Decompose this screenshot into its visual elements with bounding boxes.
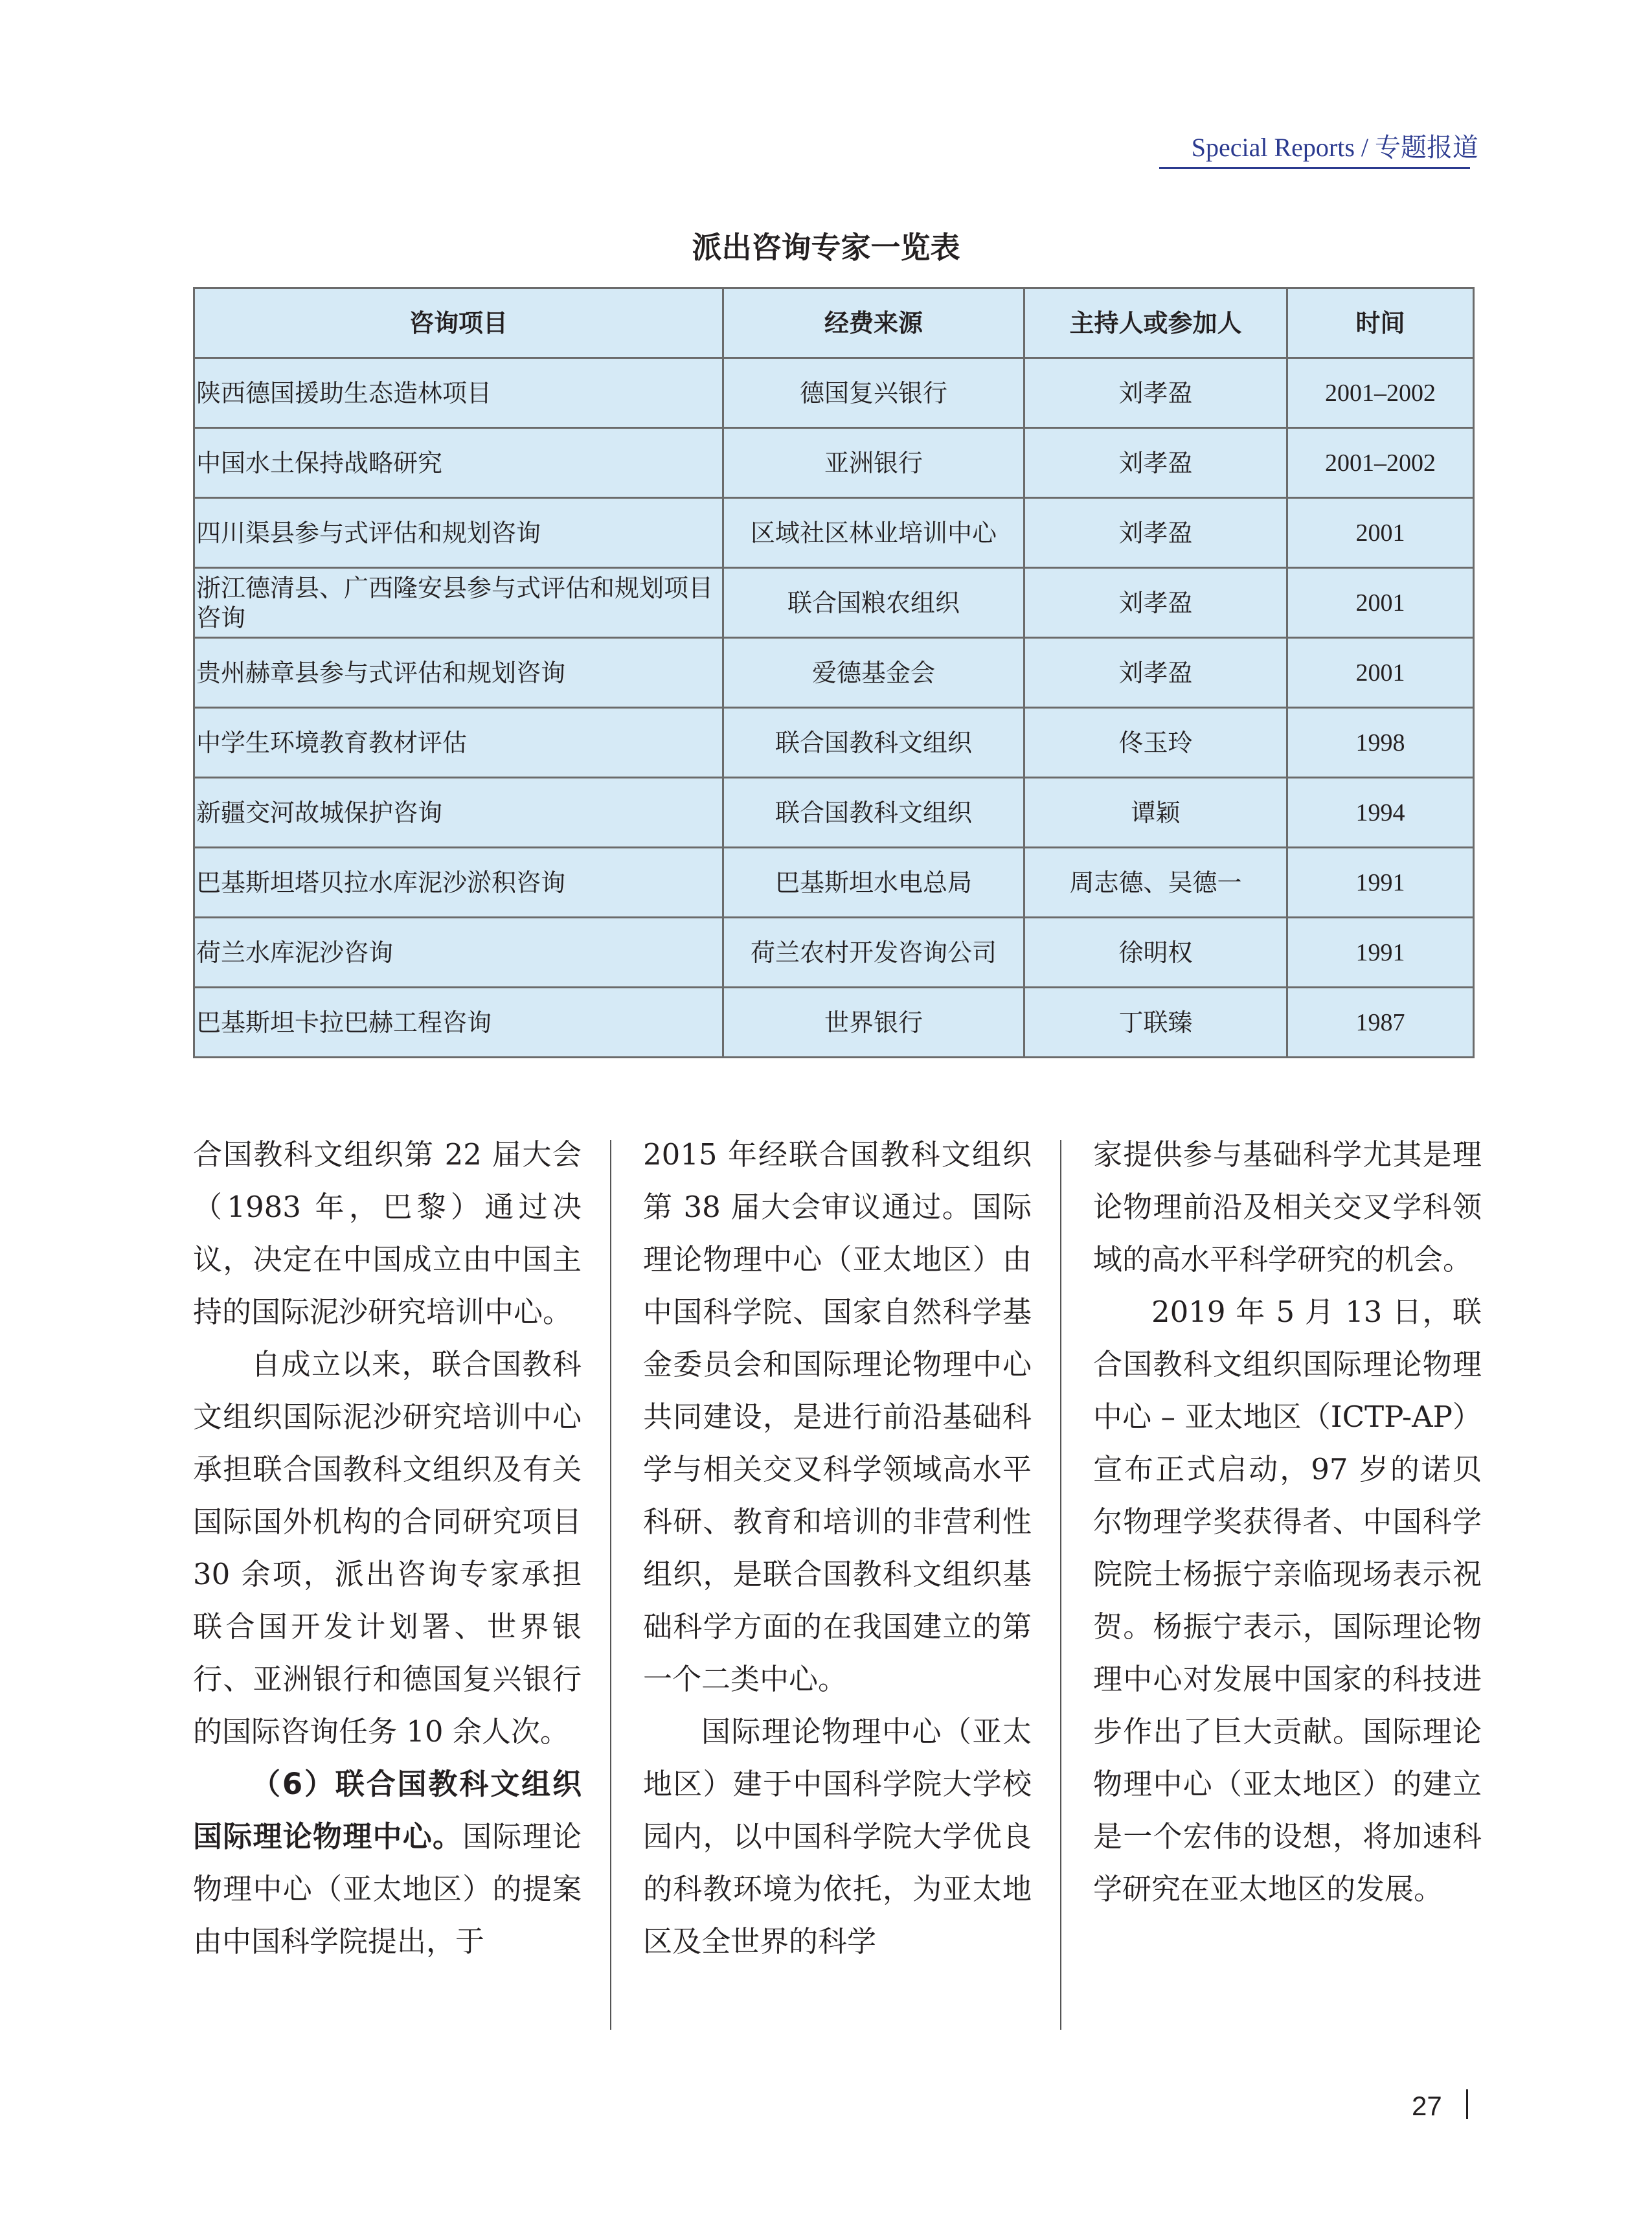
page-number: 27 bbox=[1412, 2091, 1442, 2121]
cell-project: 陕西德国援助生态造林项目 bbox=[194, 358, 723, 428]
cell-person: 刘孝盈 bbox=[1024, 498, 1287, 568]
page-number-bar bbox=[1466, 2089, 1468, 2119]
table-row bbox=[194, 568, 1474, 638]
column-header-person: 主持人或参加人 bbox=[1024, 288, 1287, 358]
cell-funding: 巴基斯坦水电总局 bbox=[723, 848, 1024, 918]
cell-time: 1994 bbox=[1287, 778, 1474, 848]
cell-funding: 亚洲银行 bbox=[723, 428, 1024, 498]
running-head-rule bbox=[1159, 167, 1470, 169]
paragraph bbox=[193, 1758, 582, 1968]
cell-funding: 德国复兴银行 bbox=[723, 358, 1024, 428]
column-divider bbox=[1060, 1140, 1061, 2030]
cell-project: 巴基斯坦卡拉巴赫工程咨询 bbox=[194, 988, 723, 1058]
cell-time: 1987 bbox=[1287, 988, 1474, 1058]
cell-person: 刘孝盈 bbox=[1024, 568, 1287, 638]
cell-funding: 爱德基金会 bbox=[723, 638, 1024, 708]
column-header-project: 咨询项目 bbox=[194, 288, 723, 358]
cell-project: 中学生环境教育教材评估 bbox=[194, 708, 723, 778]
section-heading: （6）联合国教科文组织国际理论物理中心。 bbox=[193, 1767, 582, 1854]
paragraph: 2019 年 5 月 13 日，联合国教科文组织国际理论物理中心 – 亚太地区（ICTP-AP）宣布正式启动，97 岁的诺贝尔物理学奖获得者、中国科学院院士杨振宁亲临现场表示祝贺。杨振宁表示，国际理论物理中心对发展中国家的科技进步作出了巨大贡献。国际理论物理中心（亚太地区）的建立是一个宏伟的设想，将加速科学研究在亚太地区的发展。 bbox=[1093, 1295, 1482, 1906]
cell-time: 1998 bbox=[1287, 708, 1474, 778]
cell-project: 贵州赫章县参与式评估和规划咨询 bbox=[194, 638, 723, 708]
running-head: Special Reports / 专题报道 bbox=[1191, 133, 1478, 162]
paragraph: 国际理论物理中心（亚太地区）建于中国科学院大学校园内，以中国科学院大学优良的科教环境为依托，为亚太地区及全世界的科学 bbox=[643, 1714, 1032, 1959]
cell-time: 2001–2002 bbox=[1287, 428, 1474, 498]
table-row bbox=[194, 918, 1474, 988]
table-row bbox=[194, 498, 1474, 568]
table-row bbox=[194, 358, 1474, 428]
cell-time: 1991 bbox=[1287, 918, 1474, 988]
cell-funding: 联合国教科文组织 bbox=[723, 708, 1024, 778]
cell-person: 刘孝盈 bbox=[1024, 358, 1287, 428]
cell-funding: 世界银行 bbox=[723, 988, 1024, 1058]
expert-table bbox=[193, 287, 1475, 1058]
paragraph: 家提供参与基础科学尤其是理论物理前沿及相关交叉学科领域的高水平科学研究的机会。 bbox=[1093, 1137, 1482, 1277]
table-title: 派出咨询专家一览表 bbox=[692, 230, 960, 265]
cell-project: 中国水土保持战略研究 bbox=[194, 428, 723, 498]
paragraph-body: 国际理论物理中心（亚太地区）的提案由中国科学院提出，于 bbox=[193, 1819, 582, 1959]
article-column-2 bbox=[643, 1128, 1032, 1968]
paragraph: 2015 年经联合国教科文组织第 38 届大会审议通过。国际理论物理中心（亚太地区）由中国科学院、国家自然科学基金委员会和国际理论物理中心共同建设，是进行前沿基础科学与相关交叉科学领域高水平科研、教育和培训的非营利性组织，是联合国教科文组织基础科学方面的在我国建立的第一个二类中心。 bbox=[643, 1137, 1032, 1696]
table-row bbox=[194, 708, 1474, 778]
cell-time: 2001 bbox=[1287, 638, 1474, 708]
cell-time: 1991 bbox=[1287, 848, 1474, 918]
cell-person: 丁联臻 bbox=[1024, 988, 1287, 1058]
cell-funding: 联合国教科文组织 bbox=[723, 778, 1024, 848]
table-row bbox=[194, 848, 1474, 918]
cell-person: 徐明权 bbox=[1024, 918, 1287, 988]
table-row bbox=[194, 638, 1474, 708]
cell-person: 刘孝盈 bbox=[1024, 428, 1287, 498]
cell-funding: 区域社区林业培训中心 bbox=[723, 498, 1024, 568]
cell-funding: 荷兰农村开发咨询公司 bbox=[723, 918, 1024, 988]
cell-project: 浙江德清县、广西隆安县参与式评估和规划项目咨询 bbox=[194, 568, 723, 638]
cell-person: 佟玉玲 bbox=[1024, 708, 1287, 778]
table-row bbox=[194, 778, 1474, 848]
table-row bbox=[194, 988, 1474, 1058]
cell-project: 荷兰水库泥沙咨询 bbox=[194, 918, 723, 988]
column-header-funding: 经费来源 bbox=[723, 288, 1024, 358]
cell-time: 2001–2002 bbox=[1287, 358, 1474, 428]
table-row bbox=[194, 428, 1474, 498]
cell-project: 新疆交河故城保护咨询 bbox=[194, 778, 723, 848]
table-header-row bbox=[194, 288, 1474, 358]
article-column-3 bbox=[1093, 1128, 1482, 1915]
cell-time: 2001 bbox=[1287, 498, 1474, 568]
cell-project: 四川渠县参与式评估和规划咨询 bbox=[194, 498, 723, 568]
cell-person: 周志德、吴德一 bbox=[1024, 848, 1287, 918]
article-column-1 bbox=[193, 1128, 582, 1968]
column-header-time: 时间 bbox=[1287, 288, 1474, 358]
paragraph: 合国教科文组织第 22 届大会（1983 年，巴黎）通过决议，决定在中国成立由中国主持的国际泥沙研究培训中心。 bbox=[193, 1137, 582, 1329]
cell-person: 谭颖 bbox=[1024, 778, 1287, 848]
paragraph: 自成立以来，联合国教科文组织国际泥沙研究培训中心承担联合国教科文组织及有关国际国外机构的合同研究项目 30 余项，派出咨询专家承担联合国开发计划署、世界银行、亚洲银行和德国复兴银行的国际咨询任务 10 余人次。 bbox=[193, 1347, 582, 1749]
cell-project: 巴基斯坦塔贝拉水库泥沙淤积咨询 bbox=[194, 848, 723, 918]
column-divider bbox=[610, 1140, 611, 2030]
cell-time: 2001 bbox=[1287, 568, 1474, 638]
cell-funding: 联合国粮农组织 bbox=[723, 568, 1024, 638]
cell-person: 刘孝盈 bbox=[1024, 638, 1287, 708]
